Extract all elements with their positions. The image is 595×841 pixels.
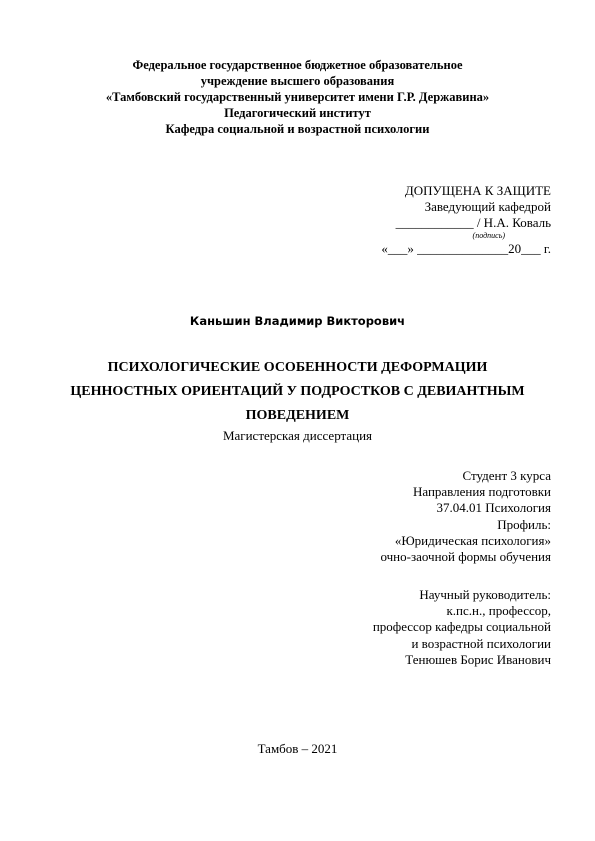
header-line-institution-type: учреждение высшего образования: [200, 74, 395, 88]
supervisor-position: профессор кафедры социальной: [372, 619, 551, 635]
header-line-institute: Педагогический институт: [224, 106, 371, 120]
student-block: [380, 468, 551, 565]
approval-block: [381, 183, 551, 257]
student-study-form: очно-заочной формы обучения: [380, 549, 551, 565]
approval-admitted: ДОПУЩЕНА К ЗАЩИТЕ: [404, 183, 551, 198]
approval-head: Заведующий кафедрой: [424, 199, 551, 214]
supervisor-name: Тенюшев Борис Иванович: [405, 651, 551, 667]
header-line-department: Кафедра социальной и возрастной психологии: [165, 122, 430, 136]
city-year: Тамбов – 2021: [257, 741, 338, 756]
thesis-title: [0, 356, 595, 428]
approval-date-line: «___» ______________20___ г.: [381, 241, 551, 256]
institution-header: [0, 57, 595, 137]
approval-signature-caption: (подпись): [472, 231, 505, 240]
supervisor-department: и возрастной психологии: [411, 635, 551, 651]
student-profile-label: Профиль:: [497, 516, 551, 532]
student-year: Студент 3 курса: [462, 468, 551, 483]
work-type: Магистерская диссертация: [222, 428, 373, 443]
header-line-ministry: Федеральное государственное бюджетное образовательное: [132, 58, 463, 72]
student-direction-code: 37.04.01 Психология: [436, 500, 551, 516]
approval-signature-line: ____________ / Н.А. Коваль: [395, 215, 551, 230]
header-line-university: «Тамбовский государственный университет имени Г.Р. Державина»: [105, 90, 490, 104]
supervisor-label: Научный руководитель:: [419, 587, 551, 602]
author-name: Каньшин Владимир Викторович: [189, 314, 406, 328]
thesis-title-line: ПСИХОЛОГИЧЕСКИЕ ОСОБЕННОСТИ ДЕФОРМАЦИИ: [107, 360, 488, 375]
thesis-title-line: ПОВЕДЕНИЕМ: [245, 408, 350, 423]
student-direction-label: Направления подготовки: [412, 484, 551, 500]
thesis-title-line: ЦЕННОСТНЫХ ОРИЕНТАЦИЙ У ПОДРОСТКОВ С ДЕВИАНТНЫМ: [70, 384, 525, 399]
student-profile-name: «Юридическая психология»: [394, 532, 551, 548]
supervisor-degree: к.пс.н., профессор,: [446, 603, 551, 619]
supervisor-block: [373, 587, 551, 668]
